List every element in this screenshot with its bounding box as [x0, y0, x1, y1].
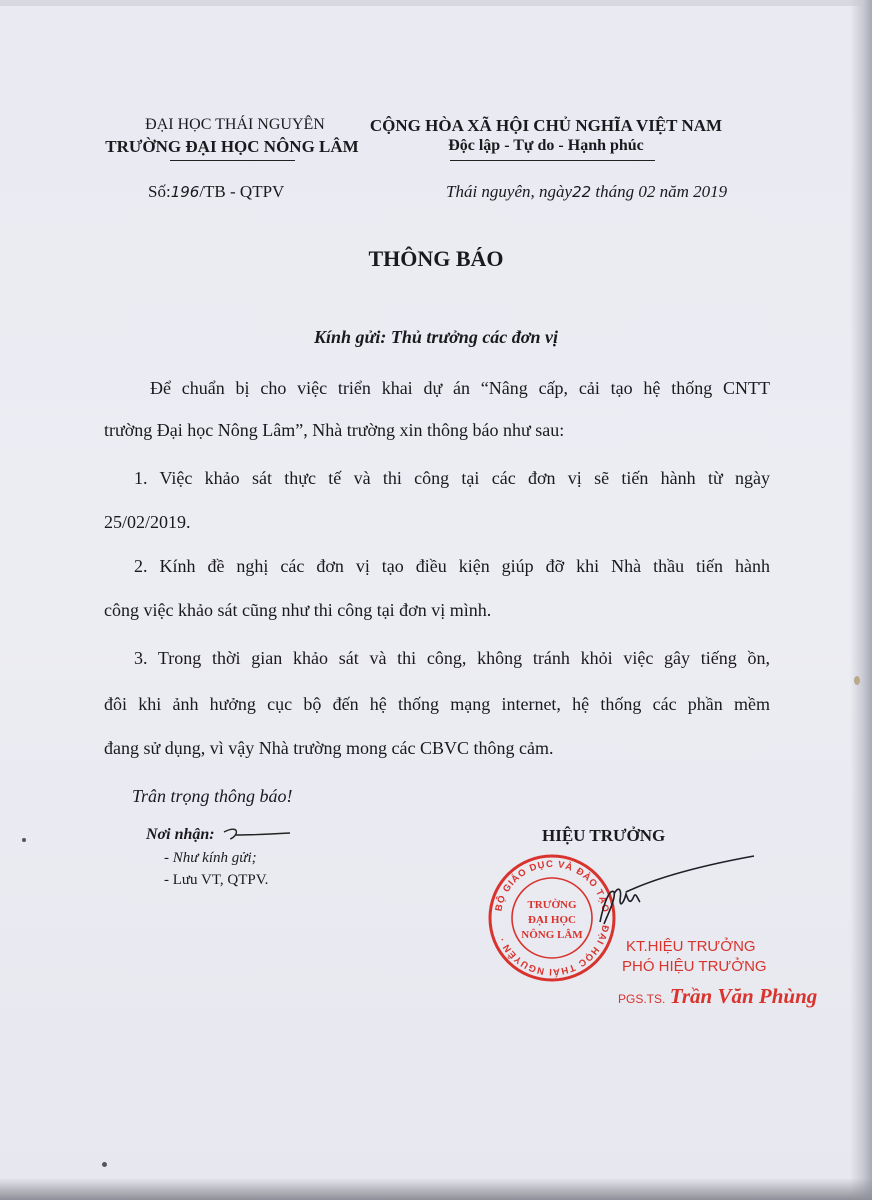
- scan-speck: [22, 838, 26, 842]
- svg-text:BỘ GIÁO DỤC VÀ ĐÀO TẠO · ĐẠI H: BỘ GIÁO DỤC VÀ ĐÀO TẠO · ĐẠI HỌC THÁI NGUYÊN ·: [493, 858, 612, 978]
- svg-text:NÔNG LÂM: NÔNG LÂM: [521, 929, 583, 941]
- svg-text:TRƯỜNG: TRƯỜNG: [527, 899, 577, 911]
- date-day-handwritten: 22: [572, 183, 592, 201]
- signer-title: PGS.TS.: [618, 992, 666, 1006]
- doc-number-suffix: /TB - QTPV: [199, 182, 285, 201]
- item-3-line-1: 3. Trong thời gian khảo sát và thi công, không tránh khỏi việc gây tiếng ồn,: [134, 648, 770, 668]
- item-2-line-1: 2. Kính đề nghị các đơn vị tạo điều kiện giúp đỡ khi Nhà thầu tiến hành: [134, 556, 770, 576]
- signer-line: [618, 984, 817, 1009]
- svg-text:ĐẠI HỌC: ĐẠI HỌC: [528, 914, 576, 926]
- scan-speck: [102, 1162, 107, 1167]
- date-suffix: tháng 02 năm 2019: [591, 182, 728, 201]
- page-bottom-edge: [0, 1178, 872, 1200]
- signer-name: Trần Văn Phùng: [669, 984, 818, 1008]
- recipient-line: Kính gửi: Thủ trưởng các đơn vị: [314, 327, 558, 347]
- document-number: [148, 182, 284, 202]
- date-prefix: Thái nguyên, ngày: [446, 182, 573, 201]
- intro-line-1: Để chuẩn bị cho việc triển khai dự án “Nâng cấp, cải tạo hệ thống CNTT: [150, 378, 770, 398]
- document-title: THÔNG BÁO: [368, 246, 504, 271]
- header-motto: Độc lập - Tự do - Hạnh phúc: [448, 137, 644, 154]
- doc-number-prefix: Số:: [148, 182, 171, 201]
- header-ministry: ĐẠI HỌC THÁI NGUYÊN: [145, 116, 325, 133]
- pho-hieu-truong: PHÓ HIỆU TRƯỞNG: [622, 958, 767, 975]
- header-left-underline: [170, 160, 295, 161]
- kt-hieu-truong: KT.HIỆU TRƯỞNG: [626, 938, 756, 955]
- signature-icon: [570, 852, 760, 940]
- item-2-line-2: công việc khảo sát cũng như thi công tại đơn vị mình.: [104, 600, 492, 620]
- item-1-line-2: 25/02/2019.: [104, 512, 191, 532]
- distribution-item-1: - Như kính gửi;: [164, 850, 257, 866]
- distribution-item-2: - Lưu VT, QTPV.: [164, 872, 269, 888]
- header-university: TRƯỜNG ĐẠI HỌC NÔNG LÂM: [105, 137, 359, 156]
- intro-line-2: trường Đại học Nông Lâm”, Nhà trường xin thông báo như sau:: [104, 420, 565, 440]
- header-right-underline: [450, 160, 655, 161]
- scan-speck: [854, 676, 860, 685]
- page-top-edge: [0, 0, 872, 6]
- item-3-line-3: đang sử dụng, vì vậy Nhà trường mong các CBVC thông cảm.: [104, 738, 554, 758]
- doc-number-handwritten: 196: [170, 183, 200, 201]
- document-date: [446, 182, 727, 202]
- handwritten-mark-icon: [222, 826, 292, 844]
- signature-heading: HIỆU TRƯỞNG: [542, 826, 666, 845]
- distribution-label: Nơi nhận:: [146, 826, 215, 843]
- closing-line: Trân trọng thông báo!: [132, 786, 293, 806]
- header-republic: CỘNG HÒA XÃ HỘI CHỦ NGHĨA VIỆT NAM: [369, 116, 723, 135]
- item-3-line-2: đôi khi ảnh hưởng cục bộ đến hệ thống mạng internet, hệ thống các phần mềm: [104, 694, 770, 714]
- item-1-line-1: 1. Việc khảo sát thực tế và thi công tại các đơn vị sẽ tiến hành từ ngày: [134, 468, 770, 488]
- page-right-edge: [850, 0, 872, 1200]
